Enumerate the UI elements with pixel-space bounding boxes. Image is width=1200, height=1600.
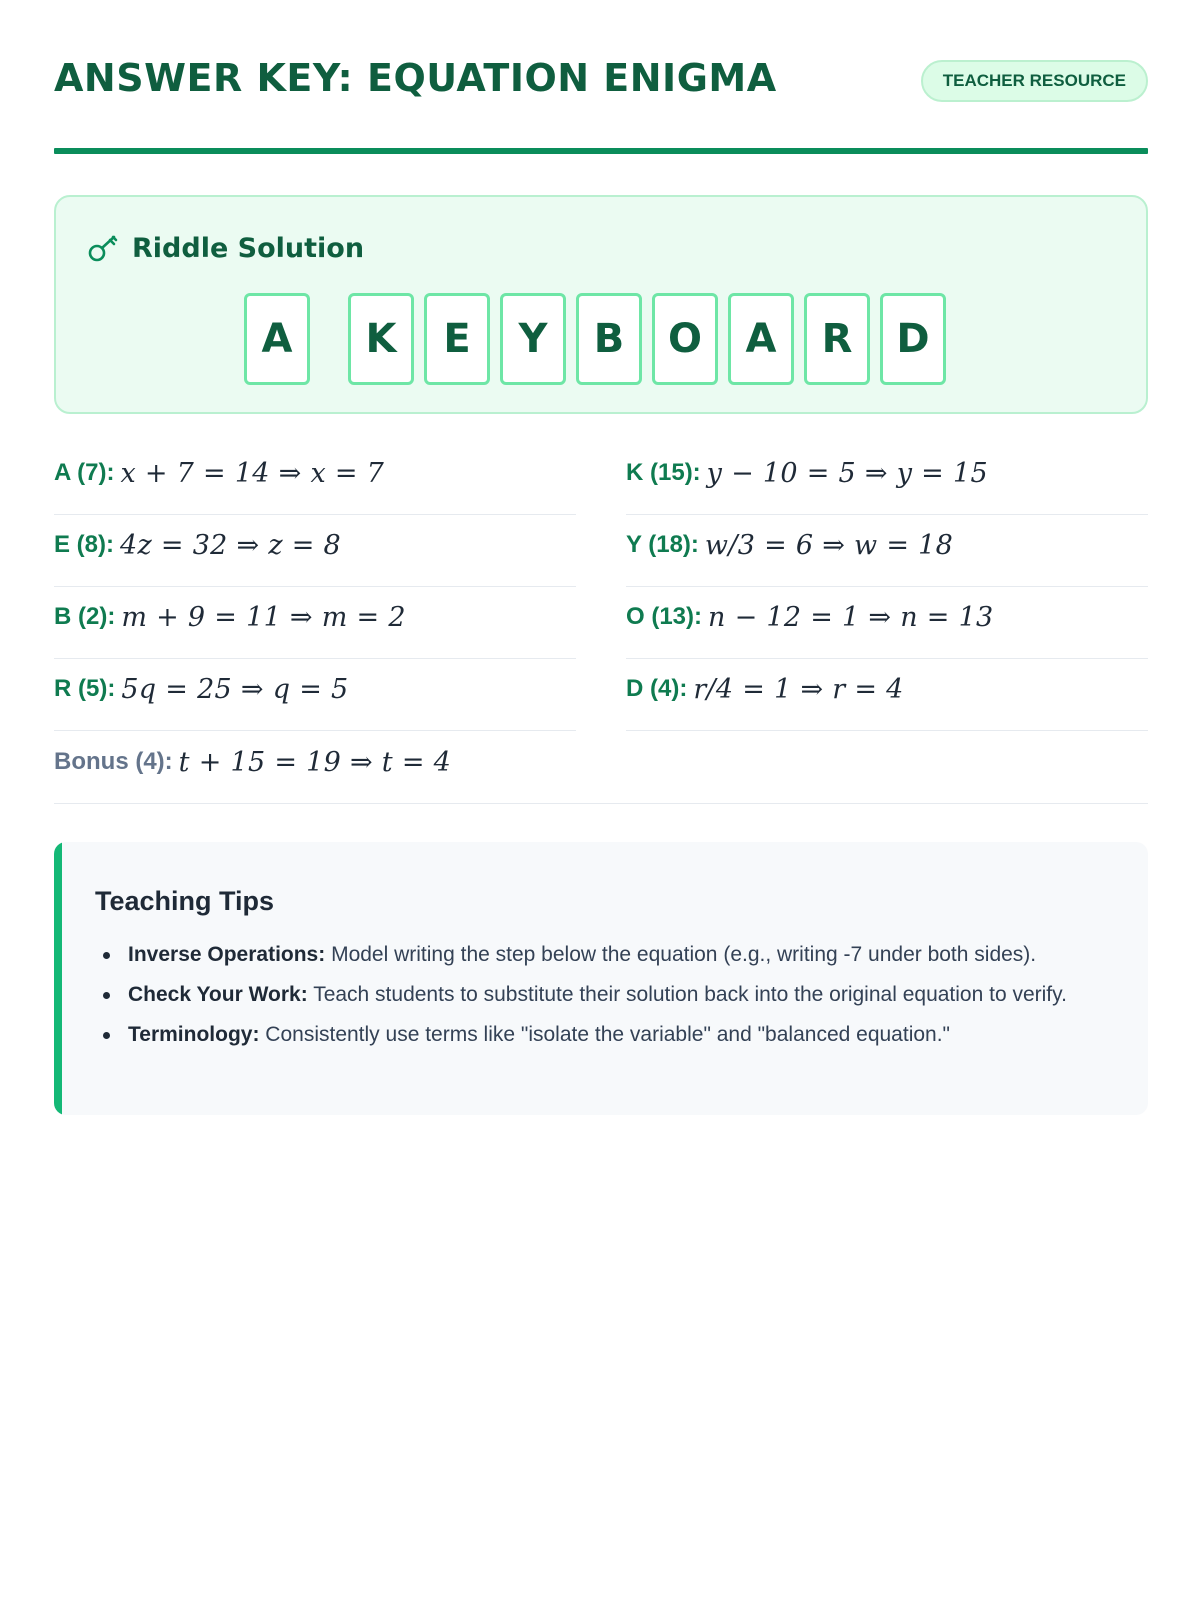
letter-tile: R <box>804 293 870 385</box>
equation-label: K (15): <box>626 459 701 486</box>
answer-tiles <box>56 293 1146 385</box>
equation-row <box>626 584 1148 659</box>
equation-label: D (4): <box>626 675 688 702</box>
equation-row <box>54 440 576 515</box>
tip-item <box>95 938 1105 972</box>
tip-item <box>95 1018 1105 1052</box>
letter-tile: K <box>348 293 414 385</box>
riddle-heading <box>86 231 364 265</box>
equation-row <box>54 512 576 587</box>
letter-tile: Y <box>500 293 566 385</box>
equation-row <box>626 440 1148 515</box>
teaching-tips-panel <box>54 842 1148 1115</box>
equation-math: 4z = 32 ⇒ z = 8 <box>120 529 342 561</box>
equation-math: w/3 = 6 ⇒ w = 18 <box>704 529 954 561</box>
tip-term: Check Your Work: <box>128 983 308 1006</box>
riddle-title: Riddle Solution <box>132 232 365 264</box>
letter-tile: A <box>728 293 794 385</box>
equation-math: m + 9 = 11 ⇒ m = 2 <box>121 601 406 633</box>
tip-term: Inverse Operations: <box>128 943 326 966</box>
tips-list <box>95 938 1105 1058</box>
equation-label: A (7): <box>54 459 115 486</box>
page-title: ANSWER KEY: EQUATION ENIGMA <box>54 56 777 100</box>
equation-row <box>54 656 576 731</box>
equation-math: n − 12 = 1 ⇒ n = 13 <box>708 601 994 633</box>
letter-tile: B <box>576 293 642 385</box>
bonus-label: Bonus (4): <box>54 748 173 775</box>
equation-label: R (5): <box>54 675 116 702</box>
equation-label: B (2): <box>54 603 116 630</box>
letter-tile: O <box>652 293 718 385</box>
equation-math: r/4 = 1 ⇒ r = 4 <box>693 673 904 705</box>
tip-text: Model writing the step below the equation (e.g., writing -7 under both sides). <box>331 943 1037 966</box>
letter-tile: A <box>244 293 310 385</box>
equation-math: y − 10 = 5 ⇒ y = 15 <box>706 457 988 489</box>
bonus-equation-row <box>54 729 1148 804</box>
tips-accent-bar <box>54 842 62 1115</box>
equation-label: E (8): <box>54 531 114 558</box>
page-header <box>54 0 1148 155</box>
equation-row <box>626 656 1148 731</box>
teacher-resource-badge: TEACHER RESOURCE <box>921 60 1148 102</box>
tip-term: Terminology: <box>128 1023 260 1046</box>
header-divider <box>54 148 1148 154</box>
equation-row <box>54 584 576 659</box>
tip-text: Teach students to substitute their solution back into the original equation to verify. <box>313 983 1067 1006</box>
equation-label: O (13): <box>626 603 703 630</box>
equation-row <box>626 512 1148 587</box>
equation-math: x + 7 = 14 ⇒ x = 7 <box>120 457 385 489</box>
tip-text: Consistently use terms like "isolate the variable" and "balanced equation." <box>265 1023 951 1046</box>
riddle-solution-panel <box>54 195 1148 414</box>
equation-math: 5q = 25 ⇒ q = 5 <box>121 673 349 705</box>
answer-key-page <box>54 0 1148 1046</box>
letter-tile: D <box>880 293 946 385</box>
equation-math: t + 15 = 19 ⇒ t = 4 <box>178 746 452 778</box>
equation-label: Y (18): <box>626 531 699 558</box>
key-icon <box>86 231 120 265</box>
tip-item <box>95 978 1105 1012</box>
tips-title: Teaching Tips <box>95 886 275 916</box>
letter-tile: E <box>424 293 490 385</box>
